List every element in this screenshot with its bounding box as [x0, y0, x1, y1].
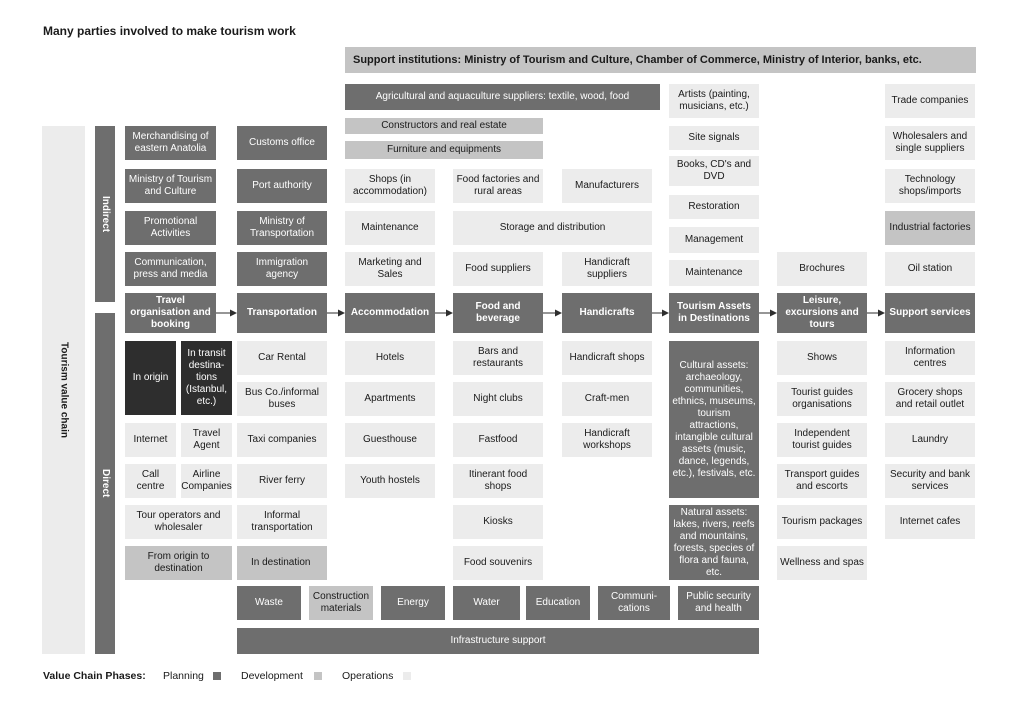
- indirect-box: Site signals: [669, 126, 759, 150]
- indirect-box: Ministry of Transportation: [237, 211, 327, 245]
- indirect-box: Artists (painting, musicians, etc.): [669, 84, 759, 118]
- infrastructure-box: Education: [526, 586, 590, 620]
- direct-box: Travel Agent: [181, 423, 232, 457]
- direct-label: Direct: [95, 313, 115, 654]
- indirect-box: Maintenance: [345, 211, 435, 245]
- indirect-box: Customs office: [237, 126, 327, 160]
- constructors-bar: Constructors and real estate: [345, 118, 543, 134]
- infrastructure-box: Waste: [237, 586, 301, 620]
- indirect-box: Promotional Activities: [125, 211, 216, 245]
- direct-box: Grocery shops and retail outlet: [885, 382, 975, 416]
- cultural-assets-box: Cultural assets: archaeology, communities, ethnics, museums, tourism attractions, intangible cultural assets (music, dance, legends, etc.), festivals, etc.: [669, 341, 759, 498]
- direct-box: Youth hostels: [345, 464, 435, 498]
- support-institutions-bar: Support institutions: Ministry of Tourism and Culture, Chamber of Commerce, Ministry of Interior, banks, etc.: [345, 47, 976, 73]
- direct-box: Craft-men: [562, 382, 652, 416]
- indirect-box: Manufacturers: [562, 169, 652, 203]
- indirect-box: Maintenance: [669, 260, 759, 286]
- storage-distribution-box: Storage and distribution: [453, 211, 652, 245]
- indirect-box: Immigration agency: [237, 252, 327, 286]
- infrastructure-support-bar: Infrastructure support: [237, 628, 759, 654]
- direct-box: Handicraft shops: [562, 341, 652, 375]
- indirect-box: Industrial factories: [885, 211, 975, 245]
- page-title: Many parties involved to make tourism work: [43, 24, 296, 38]
- direct-box: Shows: [777, 341, 867, 375]
- direct-box: Independent tourist guides: [777, 423, 867, 457]
- direct-box: Itinerant food shops: [453, 464, 543, 498]
- phase-box: Food and beverage: [453, 293, 543, 333]
- direct-box: Fastfood: [453, 423, 543, 457]
- phase-box: Leisure, excursions and tours: [777, 293, 867, 333]
- phase-box: Travel organisation and booking: [125, 293, 216, 333]
- phase-box: Transportation: [237, 293, 327, 333]
- direct-box: Call centre: [125, 464, 176, 498]
- direct-box: Night clubs: [453, 382, 543, 416]
- direct-box: Security and bank services: [885, 464, 975, 498]
- natural-assets-box: Natural assets: lakes, rivers, reefs and mountains, forests, species of flora and fauna, etc.: [669, 505, 759, 580]
- direct-box: River ferry: [237, 464, 327, 498]
- direct-box: Car Rental: [237, 341, 327, 375]
- direct-box: Taxi companies: [237, 423, 327, 457]
- indirect-box: Oil station: [885, 252, 975, 286]
- indirect-box: Communication, press and media: [125, 252, 216, 286]
- agri-suppliers-bar: Agricultural and aquaculture suppliers: textile, wood, food: [345, 84, 660, 110]
- legend-development-swatch: [314, 672, 322, 680]
- direct-box: Bars and restaurants: [453, 341, 543, 375]
- legend-operations-swatch: [403, 672, 411, 680]
- indirect-box: Restoration: [669, 195, 759, 219]
- indirect-box: Wholesalers and single suppliers: [885, 126, 975, 160]
- phase-box: Handicrafts: [562, 293, 652, 333]
- direct-box: Laundry: [885, 423, 975, 457]
- indirect-box: Merchandising of eastern Anatolia: [125, 126, 216, 160]
- direct-box: Bus Co./informal buses: [237, 382, 327, 416]
- in-transit-box: In transit destina-tions (Istanbul, etc.): [181, 341, 232, 415]
- indirect-box: Marketing and Sales: [345, 252, 435, 286]
- indirect-label: Indirect: [95, 126, 115, 302]
- indirect-box: Food factories and rural areas: [453, 169, 543, 203]
- phase-box: Accommodation: [345, 293, 435, 333]
- infrastructure-box: Construction materials: [309, 586, 373, 620]
- infrastructure-box: Energy: [381, 586, 445, 620]
- direct-box: Tourist guides organisations: [777, 382, 867, 416]
- indirect-box: Food suppliers: [453, 252, 543, 286]
- infrastructure-box: Water: [453, 586, 520, 620]
- in-destination-box: In destination: [237, 546, 327, 580]
- legend-planning-swatch: [213, 672, 221, 680]
- indirect-box: Ministry of Tourism and Culture: [125, 169, 216, 203]
- direct-box: Kiosks: [453, 505, 543, 539]
- tourism-value-chain-label: Tourism value chain: [42, 126, 85, 654]
- phase-box: Tourism Assets in Destinations: [669, 293, 759, 333]
- indirect-box: Handicraft suppliers: [562, 252, 652, 286]
- direct-box: Transport guides and escorts: [777, 464, 867, 498]
- indirect-box: Management: [669, 227, 759, 253]
- direct-box: Airline Companies: [181, 464, 232, 498]
- furniture-bar: Furniture and equipments: [345, 141, 543, 159]
- infrastructure-box: Public security and health: [678, 586, 759, 620]
- direct-box: Informal transportation: [237, 505, 327, 539]
- direct-box: Internet: [125, 423, 176, 457]
- legend-operations-label: Operations: [342, 670, 394, 682]
- infrastructure-box: Communi-cations: [598, 586, 670, 620]
- legend-development-label: Development: [241, 670, 303, 682]
- direct-box: Tourism packages: [777, 505, 867, 539]
- direct-box: Wellness and spas: [777, 546, 867, 580]
- direct-box: Tour operators and wholesaler: [125, 505, 232, 539]
- indirect-box: Books, CD's and DVD: [669, 156, 759, 186]
- direct-box: Apartments: [345, 382, 435, 416]
- direct-box: Hotels: [345, 341, 435, 375]
- indirect-box: Technology shops/imports: [885, 169, 975, 203]
- phase-box: Support services: [885, 293, 975, 333]
- indirect-box: Shops (in accommodation): [345, 169, 435, 203]
- direct-box: Handicraft workshops: [562, 423, 652, 457]
- from-origin-box: From origin to destination: [125, 546, 232, 580]
- direct-box: Information centres: [885, 341, 975, 375]
- direct-box: Guesthouse: [345, 423, 435, 457]
- legend-label: Value Chain Phases:: [43, 670, 146, 682]
- in-origin-box: In origin: [125, 341, 176, 415]
- indirect-box: Port authority: [237, 169, 327, 203]
- indirect-box: Trade companies: [885, 84, 975, 118]
- legend-planning-label: Planning: [163, 670, 204, 682]
- indirect-box: Brochures: [777, 252, 867, 286]
- direct-box: Internet cafes: [885, 505, 975, 539]
- direct-box: Food souvenirs: [453, 546, 543, 580]
